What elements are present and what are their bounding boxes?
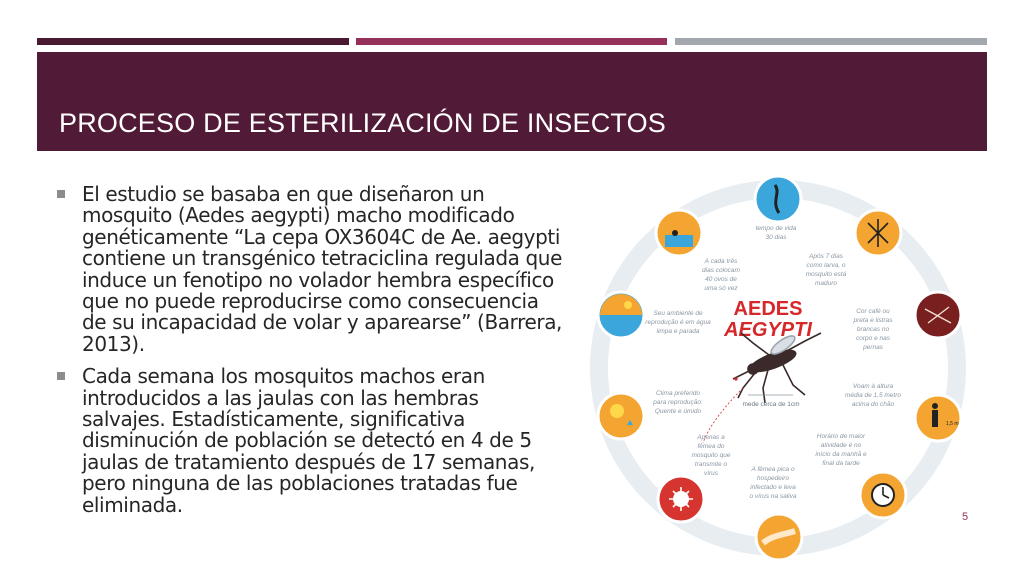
fact-text: mosquito que [691, 452, 731, 459]
page-number: 5 [962, 511, 969, 523]
fact-text: o vírus na saliva [749, 493, 797, 500]
fact-text: Apenas a [697, 434, 725, 441]
fact-text: A fêmea pica o [751, 466, 795, 473]
height-label: 1,5 m [946, 421, 959, 427]
bullet-item [57, 366, 562, 516]
fact-text: Quente e úmido [654, 408, 702, 415]
fact-text: acima do chão [851, 401, 895, 408]
bullet-text: Cada semana los mosquitos machos eran introducidos a las jaulas con las hembras salvajes. Estadísticamente, significativa disminución de población se detectó en 4 de 5 jaulas de tratamiento después de 17 semanas, pero ninguna de las poblaciones tratadas fue eliminada. [82, 364, 535, 517]
clock-icon [860, 472, 906, 518]
mosquito-photo-icon [915, 292, 961, 338]
fact-text: preta e listras [853, 317, 893, 324]
fact-text: Seu ambiente de [653, 310, 703, 317]
aedes-aegypti-infographic [583, 173, 973, 568]
water-icon [598, 292, 644, 338]
fact-text: como larva, o [806, 262, 846, 269]
fact-text: média de 1,5 metro [844, 392, 902, 399]
fact-text: uma só vez [704, 285, 738, 292]
fact-text: reprodução é em água [645, 319, 711, 326]
top-accent-bar-magenta [356, 38, 667, 45]
fact-text: vírus [703, 470, 719, 477]
top-accent-bar-dark [37, 38, 349, 45]
fact-text: mosquito está [805, 271, 847, 278]
fact-text: para reprodução: [653, 399, 703, 406]
fact-text: Após 7 dias [809, 253, 843, 260]
fact-text: 30 dias [765, 234, 787, 241]
fact-text: final da tarde [822, 460, 860, 467]
fact-text: hospedeiro [756, 475, 790, 482]
fact-text: início da manhã e [815, 451, 867, 458]
height-person-icon [915, 395, 961, 441]
mosquito-adult-icon [855, 210, 901, 256]
fact-text: dias colocam [702, 267, 740, 274]
fact-text: limpa e parada [656, 328, 700, 335]
fact-text: tempo de vida [755, 225, 797, 232]
fact-text: corpo e nas [856, 335, 890, 342]
bite-arm-icon [756, 514, 802, 560]
fact-text: transmite o [694, 461, 728, 468]
sun-rain-icon [598, 393, 644, 439]
eggs-icon [656, 210, 702, 256]
title-band [37, 52, 987, 151]
bullet-text: El estudio se basaba en que diseñaron un mosquito (Aedes aegypti) macho modificado genéticamente “La cepa OX3604C de Ae. aegypti contiene un transgénico tetraciclina regulada que induce un fenotipo no volador hembra específico que no puede reproducirse como consecuencia de su incapacidad de volar y aparearse” (Barrera, 2013). [82, 182, 563, 356]
fact-text: pernas [863, 344, 883, 351]
fact-text: 40 ovos de [705, 276, 737, 283]
size-label: mede cerca de 1cm [742, 401, 800, 408]
square-bullet-icon [57, 372, 65, 380]
fact-text: Clima preferido [655, 390, 701, 397]
square-bullet-icon [57, 190, 65, 198]
fact-text: A cada três [704, 258, 738, 265]
fact-text: brancas no [856, 326, 890, 333]
infographic-title-line1: AEDES [733, 298, 803, 320]
fact-text: atividade é no [820, 442, 862, 449]
infographic-title-line2: AEGYPTI [724, 319, 812, 341]
bullet-list [57, 184, 562, 527]
fact-text: maduro [814, 280, 838, 287]
fact-text: Voam à altura [852, 383, 894, 390]
fact-text: Cor café ou [856, 308, 890, 315]
fact-text: fêmea do [697, 443, 725, 450]
virus-icon [658, 476, 704, 522]
bullet-item [57, 184, 562, 355]
slide-title: PROCESO DE ESTERILIZACIÓN DE INSECTOS [59, 108, 667, 138]
larva-icon [755, 176, 801, 222]
fact-text: Horário de maior [816, 433, 866, 440]
top-accent-bar-gray [675, 38, 987, 45]
fact-text: infectado e leva [750, 484, 796, 491]
